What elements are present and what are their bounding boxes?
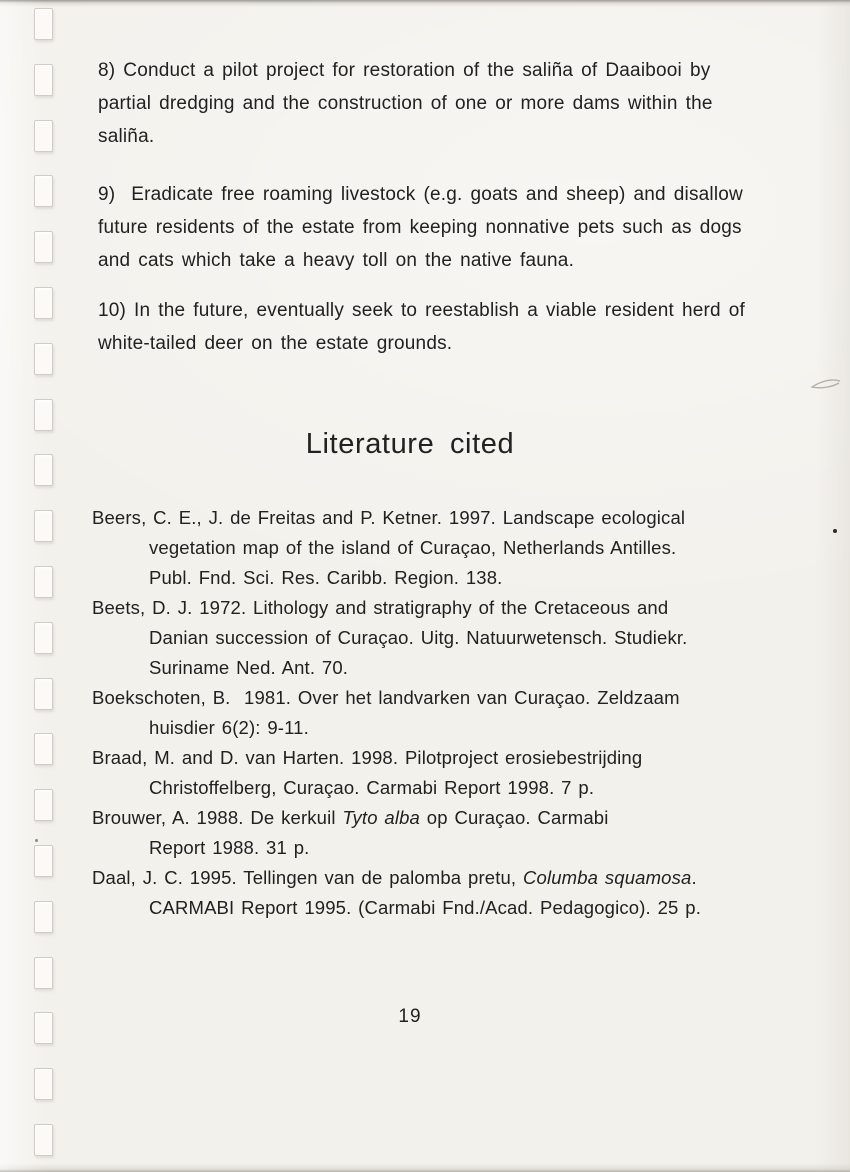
margin-dot <box>35 839 38 842</box>
text-line: Suriname Ned. Ant. 70. <box>149 657 349 678</box>
reference-entry <box>92 593 752 683</box>
text-line: Beets, D. J. 1972. Lithology and stratigraphy of the Cretaceous and <box>92 597 669 618</box>
reference-entry <box>92 743 752 803</box>
binding-hole <box>34 175 53 207</box>
text-line: Brouwer, A. 1988. De kerkuil Tyto alba op Curaçao. Carmabi <box>92 807 609 828</box>
text-line: and cats which take a heavy toll on the native fauna. <box>98 250 575 271</box>
text-line: Beers, C. E., J. de Freitas and P. Ketner. 1997. Landscape ecological <box>92 507 686 528</box>
text-line: Report 1988. 31 p. <box>149 837 310 858</box>
binding-hole <box>34 957 53 989</box>
binding-hole <box>34 231 53 263</box>
recommendation-paragraph <box>98 54 740 153</box>
pencil-mark <box>810 376 842 394</box>
text-line: partial dredging and the construction of one or more dams within the <box>98 93 713 114</box>
references-list <box>92 503 752 923</box>
text-line: 9) Eradicate free roaming livestock (e.g. goats and sheep) and disallow <box>98 184 743 205</box>
text-line: future residents of the estate from keeping nonnative pets such as dogs <box>98 217 742 238</box>
binding-hole <box>34 454 53 486</box>
text-line: Boekschoten, B. 1981. Over het landvarken van Curaçao. Zeldzaam <box>92 687 680 708</box>
binding-hole <box>34 8 53 40</box>
binding-hole <box>34 566 53 598</box>
page-number: 19 <box>398 1006 422 1027</box>
text-line: 10) In the future, eventually seek to reestablish a viable resident herd of <box>98 300 746 321</box>
section-heading: Literature cited <box>305 428 515 460</box>
binding-hole <box>34 845 53 877</box>
binding-hole <box>34 733 53 765</box>
text-line: Christoffelberg, Curaçao. Carmabi Report 1998. 7 p. <box>149 777 595 798</box>
binding-hole <box>34 622 53 654</box>
binding-hole <box>34 120 53 152</box>
text-line: 8) Conduct a pilot project for restoration of the saliña of Daaibooi by <box>98 60 711 81</box>
recommendation-paragraph <box>98 178 743 277</box>
binding-hole <box>34 287 53 319</box>
text-line: Daal, J. C. 1995. Tellingen van de palomba pretu, Columba squamosa. <box>92 867 697 888</box>
binding-hole <box>34 1068 53 1100</box>
text-line: Braad, M. and D. van Harten. 1998. Pilotproject erosiebestrijding <box>92 747 643 768</box>
scan-edge-top <box>0 0 850 3</box>
binding-hole <box>34 510 53 542</box>
text-line: Publ. Fnd. Sci. Res. Caribb. Region. 138. <box>149 567 503 588</box>
text-line: white-tailed deer on the estate grounds. <box>98 333 453 354</box>
species-name: Columba squamosa <box>523 867 692 888</box>
text-line: Danian succession of Curaçao. Uitg. Natuurwetensch. Studiekr. <box>149 627 688 648</box>
binding-hole <box>34 64 53 96</box>
recommendation-paragraph <box>98 294 746 360</box>
binding-hole <box>34 343 53 375</box>
reference-entry <box>92 803 752 863</box>
binding-hole <box>34 678 53 710</box>
binding-hole <box>34 399 53 431</box>
species-name: Tyto alba <box>342 807 420 828</box>
text-line: vegetation map of the island of Curaçao, Netherlands Antilles. <box>149 537 677 558</box>
text-line: saliña. <box>98 126 155 147</box>
reference-entry <box>92 683 752 743</box>
binding-hole <box>34 789 53 821</box>
text-line: CARMABI Report 1995. (Carmabi Fnd./Acad. Pedagogico). 25 p. <box>149 897 702 918</box>
ink-dot <box>833 529 837 533</box>
text-line: huisdier 6(2): 9-11. <box>149 717 309 738</box>
binding-hole <box>34 1124 53 1156</box>
binding-hole <box>34 1012 53 1044</box>
binding-hole <box>34 901 53 933</box>
reference-entry <box>92 503 752 593</box>
reference-entry <box>92 863 752 923</box>
